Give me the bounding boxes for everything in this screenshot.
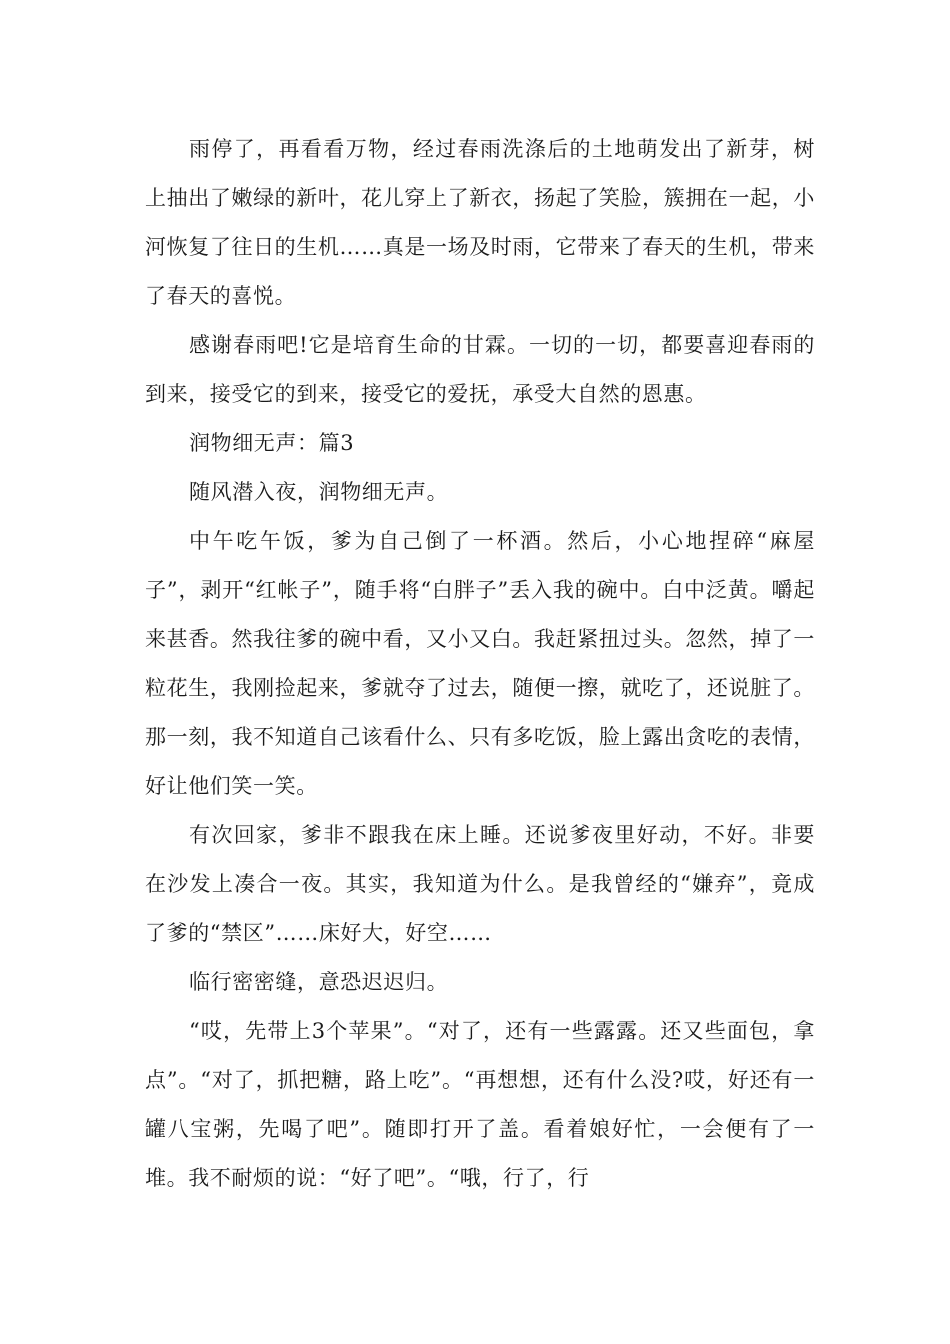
section-heading: 润物细无声：篇3 [189,431,355,455]
paragraph-going-home: 有次回家，爹非不跟我在床上睡。还说爹夜里好动，不好。非要在沙发上凑合一夜。其实，我知道为什么。是我曾经的“嫌弃”，竟成了爹的“禁区”……床好大，好空…… [145,823,815,945]
paragraph-poem-line-1: 随风潜入夜，润物细无声。 [189,480,449,504]
paragraph-lunch-story: 中午吃午饭，爹为自己倒了一杯酒。然后，小心地捏碎“麻屋子”，剥开“红帐子”，随手将“白胖子”丢入我的碗中。白中泛黄。嚼起来甚香。然我往爹的碗中看，又小又白。我赶紧扭过头。忽然，掉了一粒花生，我刚捡起来，爹就夺了过去，随便一擦，就吃了，还说脏了。那一刻，我不知道自己该看什么、只有多吃饭，脸上露出贪吃的表情，好让他们笑一笑。 [145,529,815,798]
paragraph-mother-packing: “哎，先带上3个苹果”。“对了，还有一些露露。还又些面包，拿点”。“对了，抓把糖，路上吃”。“再想想，还有什么没?哎，好还有一罐八宝粥，先喝了吧”。随即打开了盖。看着娘好忙，一会便有了一堆。我不耐烦的说：“好了吧”。“哦，行了，行 [145,1019,815,1190]
document-body [145,125,815,1203]
paragraph-spring-rain-aftermath: 雨停了，再看看万物，经过春雨洗涤后的土地萌发出了新芽，树上抽出了嫩绿的新叶，花儿穿上了新衣，扬起了笑脸，簇拥在一起，小河恢复了往日的生机……真是一场及时雨，它带来了春天的生机，带来了春天的喜悦。 [145,137,815,308]
paragraph-thank-spring-rain: 感谢春雨吧!它是培育生命的甘霖。一切的一切，都要喜迎春雨的到来，接受它的到来，接受它的爱抚，承受大自然的恩惠。 [145,333,815,406]
paragraph-poem-line-2: 临行密密缝，意恐迟迟归。 [189,970,449,994]
